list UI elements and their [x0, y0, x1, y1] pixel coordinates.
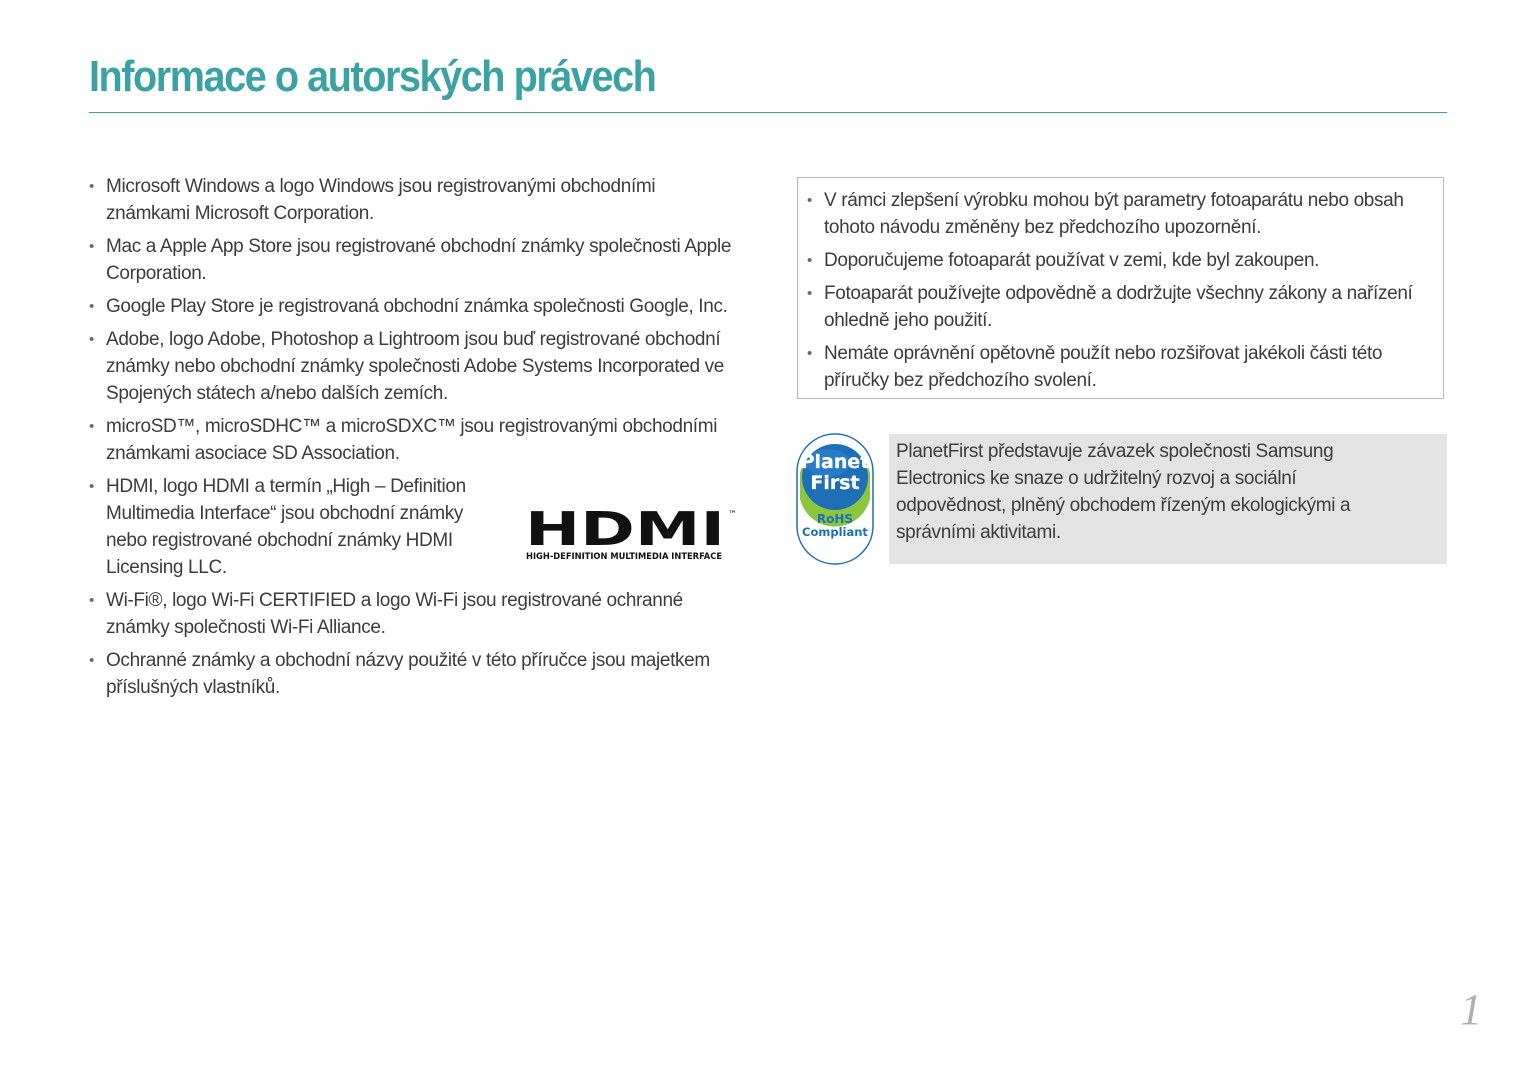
planet-first-icon: [796, 433, 876, 565]
badge-first-text: First: [810, 472, 860, 494]
list-item: • Mac a Apple App Store jsou registrované obchodní známky společnosti Apple Corporation.: [89, 233, 739, 287]
badge-compliant-text: Compliant: [802, 525, 868, 539]
list-item: • V rámci zlepšení výrobku mohou být parametry fotoaparátu nebo obsah tohoto návodu změněny bez předchozího upozornění.: [807, 187, 1423, 241]
page-number: 1: [1460, 985, 1482, 1034]
list-item: • Wi-Fi®, logo Wi-Fi CERTIFIED a logo Wi-Fi jsou registrované ochranné známky společnosti Wi-Fi Alliance.: [89, 587, 739, 641]
list-item: • Nemáte oprávnění opětovně použít nebo rozšiřovat jakékoli části této příručky bez předchozího svolení.: [807, 340, 1423, 394]
notice-box: [797, 177, 1444, 399]
hdmi-logo-tagline: HIGH-DEFINITION MULTIMEDIA INTERFACE: [526, 552, 723, 562]
planet-first-text: PlanetFirst představuje závazek společnosti Samsung Electronics ke snaze o udržitelný rozvoj a sociální odpovědnost, plněný obchodem řízeným ekologickými a správními aktivitami.: [896, 441, 1351, 543]
hdmi-logo-word: HDMI: [525, 506, 725, 556]
hdmi-logo-tm: ™: [728, 510, 737, 520]
title-divider: [89, 112, 1447, 113]
badge-planet-text: Planet: [800, 451, 870, 473]
trademark-list: [89, 173, 739, 701]
list-item: • Doporučujeme fotoaparát používat v zemi, kde byl zakoupen.: [807, 247, 1423, 274]
hdmi-logo: [525, 506, 741, 562]
trademark-section: [89, 173, 739, 707]
list-item: • Ochranné známky a obchodní názvy použité v této příručce jsou majetkem příslušných vlastníků.: [89, 647, 739, 701]
page-title: Informace o autorských právech: [89, 52, 656, 101]
list-item: • Microsoft Windows a logo Windows jsou registrovanými obchodními známkami Microsoft Corporation.: [89, 173, 739, 227]
hdmi-trademark-text: • HDMI, logo HDMI a termín „High – Definition Multimedia Interface“ jsou obchodní známky nebo registrované obchodní známky HDMI Licensing LLC.: [106, 476, 466, 578]
planet-first-panel: [889, 434, 1447, 564]
list-item: • Fotoaparát používejte odpovědně a dodržujte všechny zákony a nařízení ohledně jeho použití.: [807, 280, 1423, 334]
list-item: • Google Play Store je registrovaná obchodní známka společnosti Google, Inc.: [89, 293, 739, 320]
list-item: • Adobe, logo Adobe, Photoshop a Lightroom jsou buď registrované obchodní známky nebo obchodní známky společnosti Adobe Systems Incorporated ve Spojených státech a/nebo dalších zemích.: [89, 326, 739, 407]
notice-list: [807, 187, 1423, 394]
list-item: • microSD™, microSDHC™ a microSDXC™ jsou registrovanými obchodními známkami asociace SD Association.: [89, 413, 739, 467]
badge-rohs-text: RoHS: [816, 512, 854, 526]
planet-first-badge: [796, 433, 876, 565]
